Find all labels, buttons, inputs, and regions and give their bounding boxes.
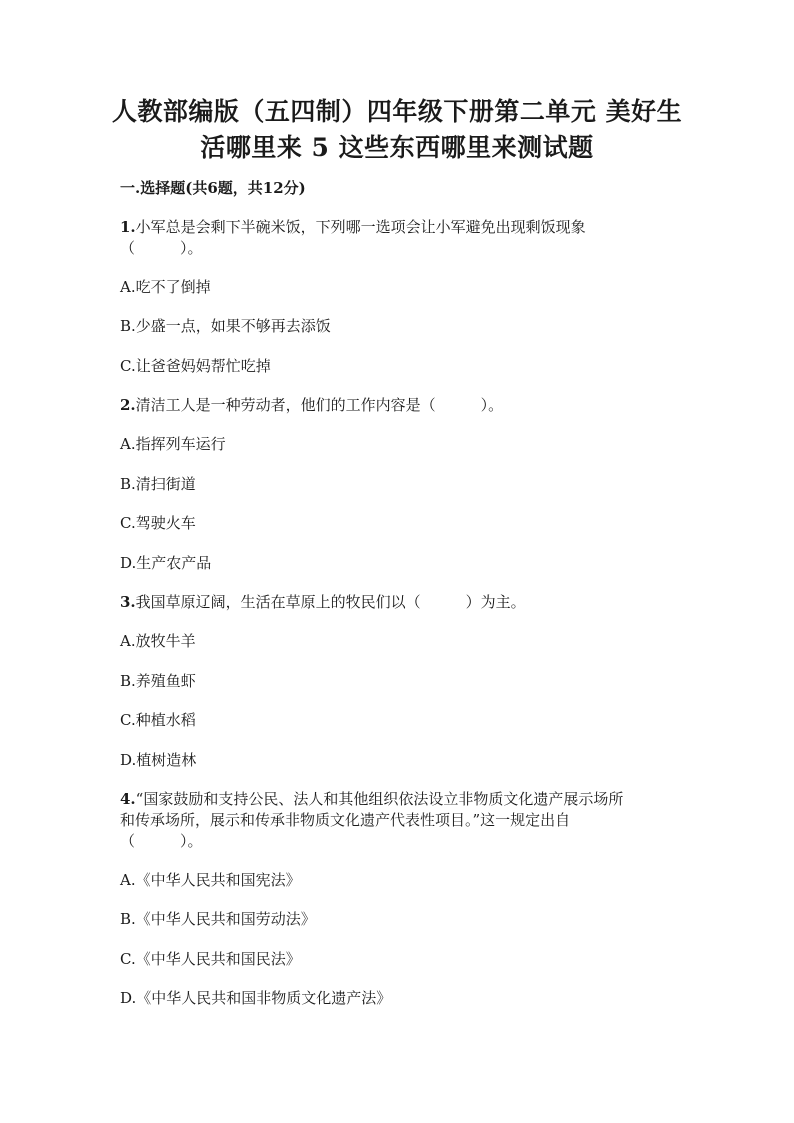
question-1-option-b: B.少盛一点，如果不够再去添饭 <box>120 317 331 335</box>
question-1-text: 小军总是会剩下半碗米饭，下列哪一选项会让小军避免出现剩饭现象 <box>135 218 586 236</box>
question-4-text: “国家鼓励和支持公民、法人和其他组织依法设立非物质文化遗产展示场所 <box>135 790 624 808</box>
question-4-option-a: A.《中华人民共和国宪法》 <box>120 871 301 889</box>
question-4-option-d: D.《中华人民共和国非物质文化遗产法》 <box>120 989 392 1007</box>
title-line-1: 人教部编版（五四制）四年级下册第二单元 美好生 <box>111 97 683 126</box>
question-3-option-c: C.种植水稻 <box>120 711 196 729</box>
question-3-option-d: D.植树造林 <box>120 751 197 769</box>
question-1-line-2: （ ）。 <box>120 239 203 257</box>
question-4-line-3: （ ）。 <box>120 832 203 850</box>
question-3-text: 我国草原辽阔，生活在草原上的牧民们以（ ）为主。 <box>135 593 526 611</box>
question-1-line-1 <box>120 217 586 237</box>
question-3-number: 3. <box>120 593 136 611</box>
question-4-option-c: C.《中华人民共和国民法》 <box>120 950 301 968</box>
question-2-number: 2. <box>120 396 136 414</box>
question-2-option-c: C.驾驶火车 <box>120 514 196 532</box>
question-2-text: 清洁工人是一种劳动者，他们的工作内容是（ ）。 <box>135 396 504 414</box>
question-2-line-1 <box>120 395 503 415</box>
question-3-option-a: A.放牧牛羊 <box>120 632 196 650</box>
question-4-number: 4. <box>120 790 136 808</box>
question-4-line-1 <box>120 789 623 809</box>
title-line-2: 活哪里来 5 这些东西哪里来测试题 <box>200 133 594 162</box>
document-title <box>100 94 694 166</box>
question-3-option-b: B.养殖鱼虾 <box>120 672 196 690</box>
question-2-option-a: A.指挥列车运行 <box>120 435 226 453</box>
question-1-option-c: C.让爸爸妈妈帮忙吃掉 <box>120 357 271 375</box>
question-4-line-2: 和传承场所，展示和传承非物质文化遗产代表性项目。”这一规定出自 <box>120 811 571 829</box>
question-4-option-b: B.《中华人民共和国劳动法》 <box>120 910 316 928</box>
question-2-option-b: B.清扫街道 <box>120 475 196 493</box>
question-1-option-a: A.吃不了倒掉 <box>120 278 211 296</box>
question-3-line-1 <box>120 592 526 612</box>
question-1-number: 1. <box>120 218 136 236</box>
question-2-option-d: D.生产农产品 <box>120 554 212 572</box>
section-heading: 一.选择题(共6题，共12分) <box>120 179 306 197</box>
